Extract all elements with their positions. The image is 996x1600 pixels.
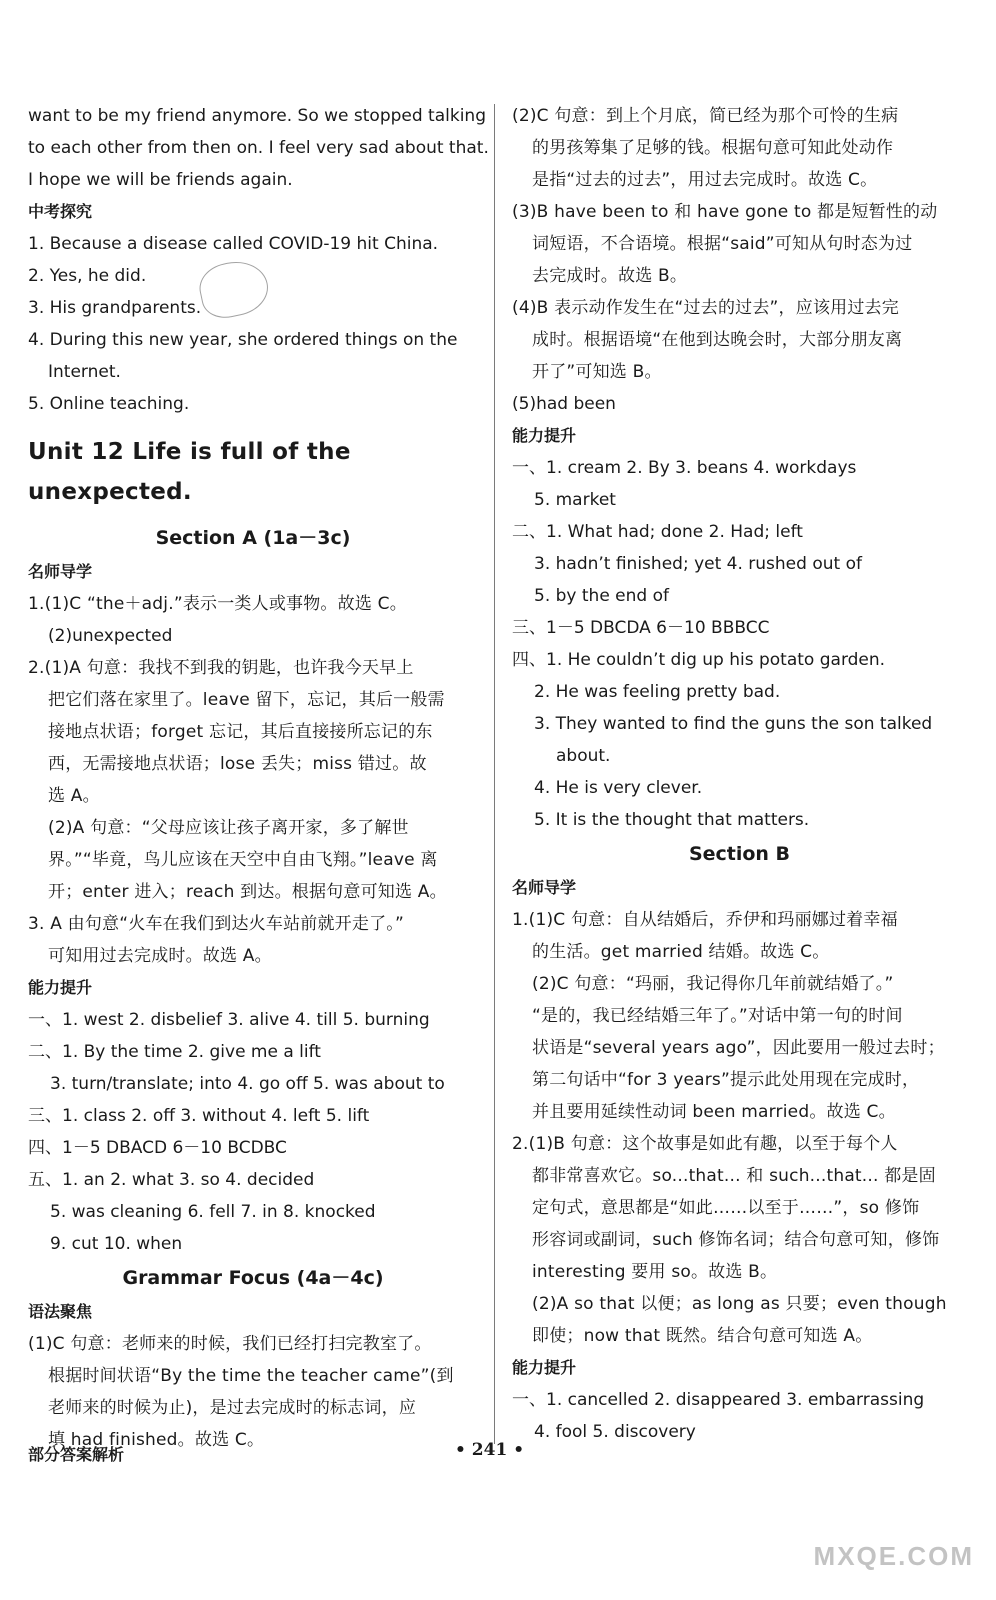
text-line: 五、1. an 2. what 3. so 4. decided (28, 1170, 315, 1190)
subsection-heading: 名师导学 (28, 562, 93, 581)
text-line: 并且要用延续性动词 been married。故选 C。 (532, 1102, 896, 1122)
text-line: 一、1. west 2. disbelief 3. alive 4. till 5. burning (28, 1010, 430, 1030)
text-line: 一、1. cream 2. By 3. beans 4. workdays (512, 458, 857, 478)
text-line: 3. His grandparents. (28, 298, 202, 318)
section-heading: Section A (1a－3c) (155, 527, 351, 549)
text-line: 四、1－5 DBACD 6－10 BCDBC (28, 1138, 287, 1158)
text-line: 即使；now that 既然。结合句意可知选 A。 (532, 1326, 873, 1346)
subsection-heading: 中考探究 (28, 202, 93, 221)
text-line: 1.(1)C “the＋adj.”表示一类人或事物。故选 C。 (28, 594, 407, 614)
text-line: 4. fool 5. discovery (534, 1422, 696, 1442)
text-line: 西，无需接地点状语；lose 丢失；miss 错过。故 (48, 754, 427, 774)
column-divider (494, 104, 495, 1444)
text-line: 开了”可知选 B。 (532, 362, 662, 382)
right-column (512, 100, 967, 1448)
text-line: 开；enter 进入；reach 到达。根据句意可知选 A。 (48, 882, 447, 902)
unit-title: Unit 12 Life is full of the unexpected. (28, 439, 351, 505)
text-line: 1. Because a disease called COVID-19 hit China. (28, 234, 439, 254)
text-line: to each other from then on. I feel very sad about that. (28, 138, 489, 158)
text-line: 词短语，不合语境。根据“said”可知从句时态为过 (532, 234, 913, 254)
text-line: (2)C 句意：到上个月底，简已经为那个可怜的生病 (512, 106, 899, 126)
text-line: 接地点状语；forget 忘记，其后直接接所忘记的东 (48, 722, 433, 742)
text-line: 的生活。get married 结婚。故选 C。 (532, 942, 830, 962)
text-line: 4. During this new year, she ordered things on the (28, 330, 458, 350)
text-line: 可知用过去完成时。故选 A。 (48, 946, 272, 966)
text-line: 定句式，意思都是“如此……以至于……”，so 修饰 (532, 1198, 920, 1218)
text-line: 4. He is very clever. (534, 778, 703, 798)
text-line: I hope we will be friends again. (28, 170, 293, 190)
text-line: 3. They wanted to find the guns the son talked (534, 714, 933, 734)
text-line: 2.(1)B 句意：这个故事是如此有趣，以至于每个人 (512, 1134, 898, 1154)
text-line: 老师来的时候为止)，是过去完成时的标志词，应 (48, 1398, 417, 1418)
subsection-heading: 语法聚焦 (28, 1302, 93, 1321)
text-line: 填 had finished。故选 C。 (48, 1430, 265, 1450)
text-line: (2)A so that 以便；as long as 只要；even though (532, 1294, 947, 1314)
text-line: 的男孩筹集了足够的钱。根据句意可知此处动作 (532, 138, 894, 158)
text-line: 3. hadn’t finished; yet 4. rushed out of (534, 554, 862, 574)
text-line: (2)A 句意：“父母应该让孩子离开家，多了解世 (48, 818, 409, 838)
subsection-heading: 能力提升 (28, 978, 93, 997)
text-line: 2. Yes, he did. (28, 266, 147, 286)
text-line: 状语是“several years ago”，因此要用一般过去时； (532, 1038, 945, 1058)
text-line: (2)unexpected (48, 626, 173, 646)
text-line: 一、1. cancelled 2. disappeared 3. embarrassing (512, 1390, 925, 1410)
text-line: (1)C 句意：老师来的时候，我们已经打扫完教室了。 (28, 1334, 432, 1354)
page-number: • 241 • (455, 1440, 525, 1460)
text-line: 9. cut 10. when (50, 1234, 183, 1254)
text-line: (5)had been (512, 394, 616, 414)
text-line: “是的，我已经结婚三年了。”对话中第一句的时间 (532, 1006, 903, 1026)
text-line: 2. He was feeling pretty bad. (534, 682, 781, 702)
text-line: 成时。根据语境“在他到达晚会时，大部分朋友离 (532, 330, 903, 350)
text-line: (2)C 句意：“玛丽，我记得你几年前就结婚了。” (532, 974, 894, 994)
text-line: 界。”“毕竟，鸟儿应该在天空中自由飞翔。”leave 离 (48, 850, 438, 870)
text-line: 二、1. What had; done 2. Had; left (512, 522, 803, 542)
text-line: 选 A。 (48, 786, 100, 806)
subsection-heading: 名师导学 (512, 878, 577, 897)
text-line: 3. A 由句意“火车在我们到达火车站前就开走了。” (28, 914, 404, 934)
subsection-heading: 能力提升 (512, 426, 577, 445)
text-line: 5. by the end of (534, 586, 669, 606)
text-line: 去完成时。故选 B。 (532, 266, 688, 286)
text-line: 三、1－5 DBCDA 6－10 BBBCC (512, 618, 770, 638)
text-line: (3)B have been to 和 have gone to 都是短暂性的动 (512, 202, 938, 222)
text-line: 把它们落在家里了。leave 留下，忘记，其后一般需 (48, 690, 445, 710)
text-line: 第二句话中“for 3 years”提示此处用现在完成时， (532, 1070, 920, 1090)
text-line: Internet. (48, 362, 121, 382)
text-line: 5. It is the thought that matters. (534, 810, 810, 830)
text-line: 5. Online teaching. (28, 394, 190, 414)
section-heading: Grammar Focus (4a－4c) (122, 1267, 384, 1289)
text-line: 形容词或副词，such 修饰名词；结合句意可知，修饰 (532, 1230, 940, 1250)
text-line: 3. turn/translate; into 4. go off 5. was about to (50, 1074, 445, 1094)
section-heading: Section B (688, 843, 791, 865)
text-line: 都非常喜欢它。so...that... 和 such...that... 都是固 (532, 1166, 936, 1186)
footer-section-title: 部分答案解析 (28, 1445, 125, 1464)
text-line: want to be my friend anymore. So we stopped talking (28, 106, 486, 126)
text-line: 四、1. He couldn’t dig up his potato garden. (512, 650, 886, 670)
text-line: 是指“过去的过去”，用过去完成时。故选 C。 (532, 170, 878, 190)
watermark-text: MXQE.COM (813, 1541, 974, 1571)
text-line: 5. was cleaning 6. fell 7. in 8. knocked (50, 1202, 376, 1222)
text-line: 5. market (534, 490, 616, 510)
text-line: (4)B 表示动作发生在“过去的过去”，应该用过去完 (512, 298, 899, 318)
text-line: 二、1. By the time 2. give me a lift (28, 1042, 321, 1062)
text-line: 根据时间状语“By the time the teacher came”(到 (48, 1366, 454, 1386)
text-line: 2.(1)A 句意：我找不到我的钥匙，也许我今天早上 (28, 658, 414, 678)
subsection-heading: 能力提升 (512, 1358, 577, 1377)
text-line: 1.(1)C 句意：自从结婚后，乔伊和玛丽娜过着幸福 (512, 910, 898, 930)
text-line: interesting 要用 so。故选 B。 (532, 1262, 778, 1282)
text-line: about. (556, 746, 611, 766)
text-line: 三、1. class 2. off 3. without 4. left 5. lift (28, 1106, 370, 1126)
